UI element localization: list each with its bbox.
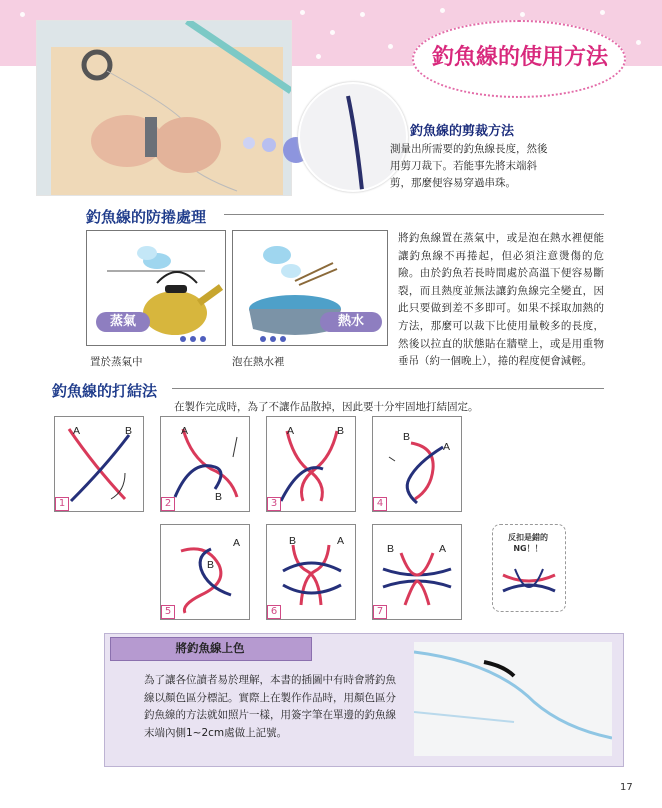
step-number: 5: [161, 605, 175, 619]
cutting-photo: [36, 20, 292, 196]
knot-step-1: [54, 416, 144, 512]
knot-heading: 釣魚線的打結法: [52, 382, 158, 400]
step-number: 2: [161, 497, 175, 511]
page-title: 釣魚線的使用方法: [431, 44, 608, 70]
divider: [172, 388, 604, 389]
steam-badge: 蒸氣: [96, 312, 150, 332]
knot-step-6: [266, 524, 356, 620]
marked-line-photo: [414, 642, 612, 756]
hot-water-badge: 熱水: [320, 312, 382, 332]
divider: [224, 214, 604, 215]
label-a: A: [439, 543, 447, 555]
cutting-heading: 釣魚線的剪裁方法: [410, 124, 515, 139]
label-b: B: [289, 535, 297, 547]
page-number: 17: [620, 782, 633, 793]
step-number: 1: [55, 497, 69, 511]
label-a: A: [287, 425, 295, 437]
knot-step-5: [160, 524, 250, 620]
prevent-heading: 釣魚線的防捲處理: [86, 208, 207, 226]
ng-note: 反扣是錯的 NG！！: [508, 533, 548, 553]
step-number: 6: [267, 605, 281, 619]
label-a: A: [181, 425, 189, 437]
label-b: B: [207, 559, 215, 571]
step-number: 7: [373, 605, 387, 619]
label-b: B: [403, 431, 411, 443]
label-b: B: [387, 543, 395, 555]
label-a: A: [233, 537, 241, 549]
step-number: 3: [267, 497, 281, 511]
coloring-heading: 將釣魚線上色: [175, 641, 245, 655]
step-number: 4: [373, 497, 387, 511]
knot-step-4: [372, 416, 462, 512]
coloring-body: 為了讓各位讀者易於理解，本書的插圖中有時會將釣魚線以顏色區分標記。實際上在製作作品時，用顏色區分釣魚線的方法就如照片一樣，用簽字筆在單邊的釣魚線末端內側1~2cm處做上記號。: [144, 674, 396, 739]
knot-step-3: [266, 416, 356, 512]
deco-circle: [243, 137, 255, 149]
prevent-body: 將釣魚線置在蒸氣中，或是泡在熱水裡便能讓釣魚線不再捲起，但必須注意燙傷的危險。由於釣魚若長時間處於高溫下便容易斷裂，而且熱度並無法讓釣魚線完全變直，因此只要做到差不多即可。如果不採取加熱的方法，那麼可以裁下比使用量較多的長度，然後以拉直的狀態貼在牆壁上，或是用重物垂吊（約一個晚上），捲的程度便會減輕。: [398, 232, 604, 368]
hot-water-caption: 泡在熱水裡: [232, 356, 285, 368]
steam-caption: 置於蒸氣中: [90, 356, 143, 368]
knot-step-2: [160, 416, 250, 512]
deco-circle: [262, 138, 276, 152]
label-a: A: [73, 425, 81, 437]
knot-step-7: [372, 524, 462, 620]
label-a: A: [443, 441, 451, 453]
label-a: A: [337, 535, 345, 547]
label-b: B: [337, 425, 345, 437]
cutting-body: 測量出所需要的釣魚線長度，然後用剪刀裁下。若能事先將末端斜剪，那麼便容易穿過串珠。: [390, 143, 548, 189]
label-b: B: [125, 425, 133, 437]
knot-intro: 在製作完成時，為了不讓作品散掉，因此要十分牢固地打結固定。: [174, 401, 479, 413]
label-b: B: [215, 491, 223, 503]
